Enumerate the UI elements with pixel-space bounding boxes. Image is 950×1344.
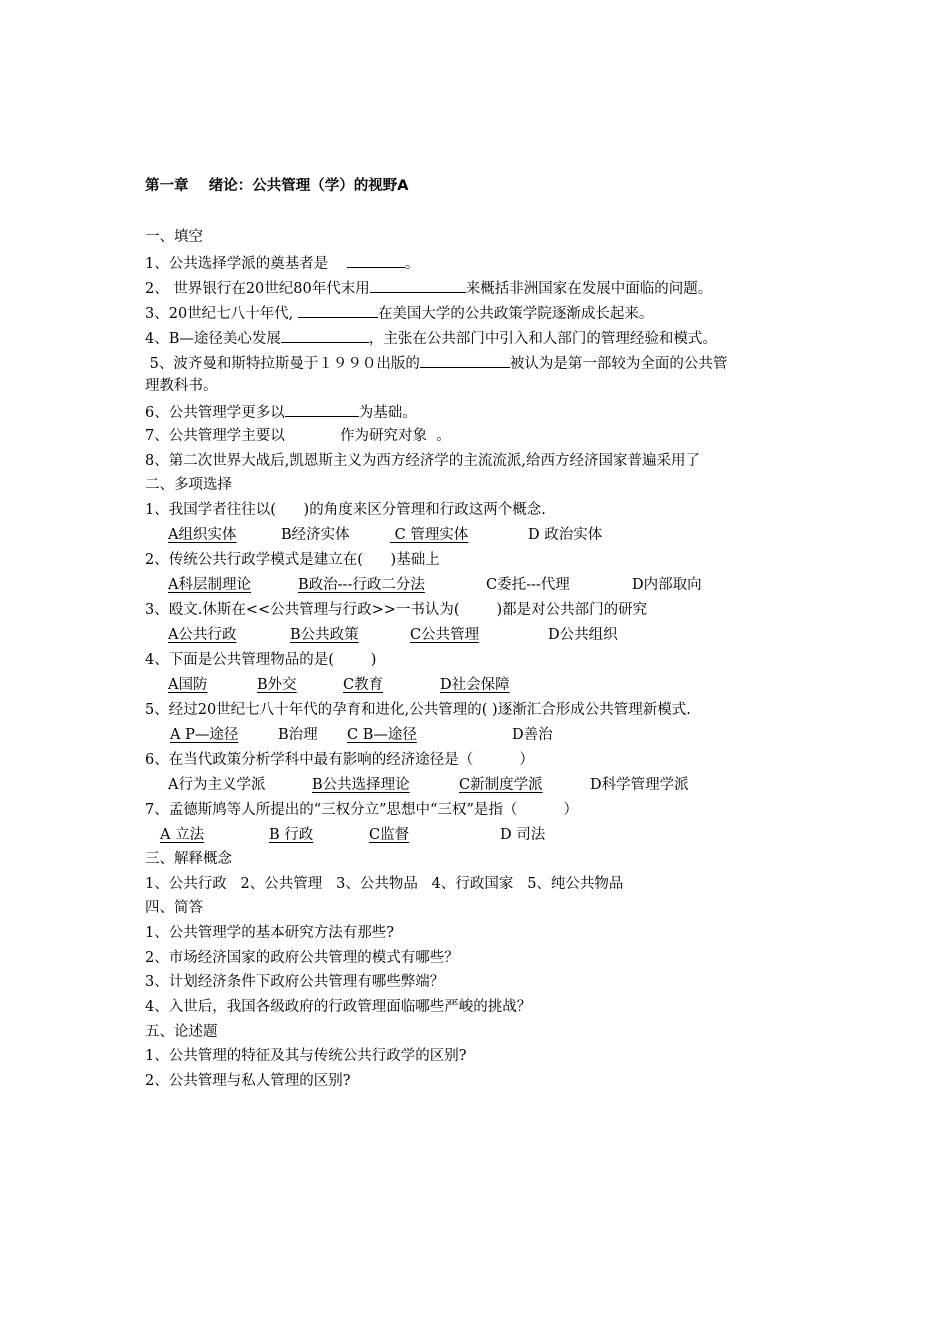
answer-blank[interactable] <box>420 352 510 368</box>
option-b[interactable]: B公共政策 <box>290 627 359 643</box>
option-d[interactable]: D科学管理学派 <box>590 777 689 793</box>
option-a[interactable]: A行为主义学派 <box>168 777 266 793</box>
option-c[interactable]: C监督 <box>369 827 410 843</box>
answer-blank[interactable] <box>347 252 405 268</box>
fill-question-8: 8、第二次世界大战后,凯恩斯主义为西方经济学的主流流派,给西方经济国家普遍采用了 <box>145 453 700 469</box>
multi-question-2: 2、传统公共行政学模式是建立在( )基础上 <box>145 552 440 568</box>
short-question-2: 2、市场经济国家的政府公共管理的模式有哪些？ <box>145 950 459 966</box>
section-fill-heading: 一、填空 <box>145 229 203 245</box>
option-d[interactable]: D社会保障 <box>440 677 510 693</box>
multi-question-5: 5、经过20世纪七八十年代的孕育和进化,公共管理的( )逐渐汇合形成公共管理新模式. <box>145 702 691 718</box>
answer-blank[interactable] <box>298 302 378 318</box>
answer-blank[interactable] <box>370 277 466 293</box>
section-multi-heading: 二、多项选择 <box>145 477 232 493</box>
option-d[interactable]: D内部取向 <box>632 577 702 593</box>
fill-question-6: 6、公共管理学更多以 为基础。 <box>145 401 417 423</box>
option-d[interactable]: D公共组织 <box>548 627 618 643</box>
section-short-heading: 四、简答 <box>145 900 203 916</box>
option-a[interactable]: A组织实体 <box>168 527 237 543</box>
answer-blank[interactable] <box>281 327 369 343</box>
multi-question-4: 4、下面是公共管理物品的是( ) <box>145 652 377 668</box>
option-b[interactable]: B外交 <box>257 677 297 693</box>
fill-question-2: 2、 世界银行在20世纪80年代末用 来概括非洲国家在发展中面临的问题。 <box>145 277 712 299</box>
concepts-list: 1、公共行政 2、公共管理 3、公共物品 4、行政国家 5、纯公共物品 <box>145 876 624 892</box>
short-question-3: 3、计划经济条件下政府公共管理有哪些弊端？ <box>145 974 445 990</box>
fill-question-4: 4、B—途径美心发展 ，主张在公共部门中引入和人部门的管理经验和模式。 <box>145 327 717 349</box>
fill-question-5: 5、波齐曼和斯特拉斯曼于１９９０出版的 被认为是第一部较为全面的公共管 <box>145 352 727 374</box>
option-c[interactable]: C 管理实体 <box>390 527 469 543</box>
option-c[interactable]: C教育 <box>343 677 384 693</box>
fill-question-7: 7、公共管理学主要以 作为研究对象 。 <box>145 428 451 444</box>
essay-question-2: 2、公共管理与私人管理的区别? <box>145 1073 351 1089</box>
multi-question-6: 6、在当代政策分析学科中最有影响的经济途径是（ ） <box>145 752 534 768</box>
short-question-1: 1、公共管理学的基本研究方法有那些? <box>145 925 394 941</box>
option-b[interactable]: B治理 <box>278 727 318 743</box>
option-a[interactable]: A 立法 <box>160 827 205 843</box>
multi-question-7: 7、孟德斯鸠等人所提出的“三权分立”思想中“三权”是指（ ） <box>145 802 578 818</box>
fill-question-5-continued: 理教科书。 <box>145 378 218 394</box>
option-d[interactable]: D 司法 <box>500 827 546 843</box>
option-d[interactable]: D 政治实体 <box>528 527 603 543</box>
fill-question-1: 1、公共选择学派的奠基者是 。 <box>145 252 419 274</box>
option-a[interactable]: A公共行政 <box>168 627 237 643</box>
option-a[interactable]: A科层制理论 <box>168 577 251 593</box>
option-b[interactable]: B 行政 <box>269 827 314 843</box>
short-question-4: 4、入世后，我国各级政府的行政管理面临哪些严峻的挑战？ <box>145 999 532 1015</box>
multi-question-3: 3、殴文.休斯在<<公共管理与行政>>一书认为( )都是对公共部门的研究 <box>145 602 648 618</box>
option-a[interactable]: A国防 <box>168 677 208 693</box>
option-d[interactable]: D善治 <box>512 727 553 743</box>
section-essay-heading: 五、论述题 <box>145 1024 218 1040</box>
essay-question-1: 1、公共管理的特征及其与传统公共行政学的区别? <box>145 1048 467 1064</box>
answer-blank[interactable] <box>285 401 359 417</box>
chapter-title: 第一章 绪论：公共管理（学）的视野A <box>145 178 409 194</box>
option-a[interactable]: A P—途径 <box>170 727 239 743</box>
fill-question-3: 3、20世纪七八十年代, 在美国大学的公共政策学院逐渐成长起来。 <box>145 302 653 324</box>
option-c[interactable]: C委托---代理 <box>486 577 570 593</box>
option-b[interactable]: B政治---行政二分法 <box>298 577 425 593</box>
option-c[interactable]: C公共管理 <box>410 627 480 643</box>
option-b[interactable]: B经济实体 <box>281 527 350 543</box>
option-b[interactable]: B公共选择理论 <box>312 777 410 793</box>
multi-question-1: 1、我国学者往往以( )的角度来区分管理和行政这两个概念. <box>145 502 546 518</box>
option-c[interactable]: C B—途径 <box>347 727 417 743</box>
option-c[interactable]: C新制度学派 <box>459 777 543 793</box>
section-concepts-heading: 三、解释概念 <box>145 851 232 867</box>
